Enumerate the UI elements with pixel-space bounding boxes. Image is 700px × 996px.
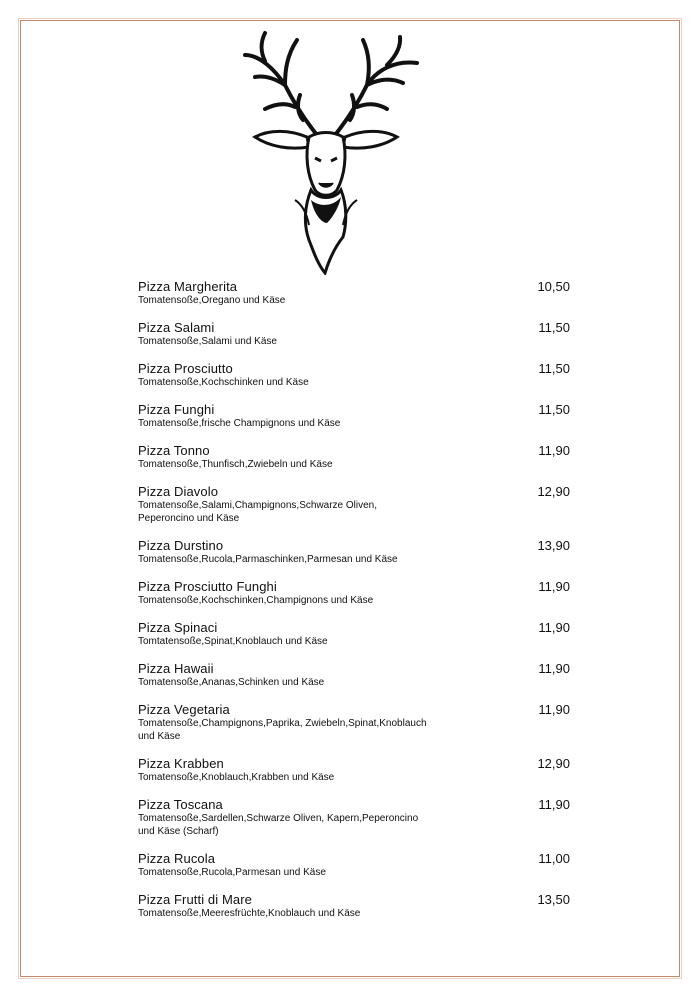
menu-item-description: Tomatensoße,frische Champignons und Käse [138,418,341,429]
menu-item-price: 13,90 [537,538,570,553]
menu-item-name: Pizza Diavolo [138,484,219,499]
menu-item [138,280,578,307]
menu-item-name: Pizza Rucola [138,851,216,866]
menu-item-price: 11,90 [538,797,570,812]
menu-item-price: 11,50 [538,402,570,417]
menu-item [138,362,578,389]
menu-item [138,321,578,348]
menu-item [138,757,578,784]
menu-item-price: 11,50 [538,361,570,376]
menu-item [138,403,578,430]
menu-item-description: Tomatensoße,Kochschinken und Käse [138,377,309,388]
stag-head-icon [225,25,425,275]
menu-item-name: Pizza Margherita [138,279,238,294]
menu-item-price: 11,90 [538,620,570,635]
menu-item [138,621,578,648]
menu-item-description: Tomtatensoße,Spinat,Knoblauch und Käse [138,636,328,647]
menu-item [138,444,578,471]
menu-item-name: Pizza Vegetaria [138,702,230,717]
menu-item [138,703,578,743]
menu-item-description: Tomatensoße,Rucola,Parmaschinken,Parmesan und Käse [138,554,398,565]
menu-item-name: Pizza Funghi [138,402,215,417]
menu-item-description: Tomatensoße,Kochschinken,Champignons und Käse [138,595,374,606]
menu-item-price: 11,90 [538,661,570,676]
menu-item-description: Tomatensoße,Rucola,Parmesan und Käse [138,867,326,878]
menu-item-name: Pizza Hawaii [138,661,214,676]
menu-item-description: Tomatensoße,Oregano und Käse [138,295,286,306]
menu-item-price: 11,90 [538,443,570,458]
menu-item-description: Tomatensoße,Thunfisch,Zwiebeln und Käse [138,459,333,470]
menu-item-price: 12,90 [537,484,570,499]
menu-item-description: Tomatensoße,Champignons,Paprika, Zwiebeln,Spinat,Knoblauch und Käse [138,718,427,742]
menu-item-name: Pizza Spinaci [138,620,218,635]
menu-item-name: Pizza Prosciutto [138,361,233,376]
menu-item-price: 10,50 [537,279,570,294]
menu-item [138,852,578,879]
menu-item [138,580,578,607]
menu-item-name: Pizza Durstino [138,538,224,553]
menu-item-name: Pizza Tonno [138,443,210,458]
menu-item-description: Tomatensoße,Salami,Champignons,Schwarze Oliven, Peperoncino und Käse [138,500,377,524]
menu-item-price: 11,00 [538,851,570,866]
menu-item [138,798,578,838]
menu-item-description: Tomatensoße,Knoblauch,Krabben und Käse [138,772,335,783]
menu-item-name: Pizza Krabben [138,756,224,771]
menu-item [138,485,578,525]
menu-item-description: Tomatensoße,Ananas,Schinken und Käse [138,677,325,688]
menu-item-price: 12,90 [537,756,570,771]
menu-item-description: Tomatensoße,Salami und Käse [138,336,277,347]
menu-item-name: Pizza Toscana [138,797,223,812]
menu-item-price: 11,50 [538,320,570,335]
pizza-menu [138,280,578,934]
menu-item-name: Pizza Frutti di Mare [138,892,252,907]
menu-item [138,893,578,920]
menu-item-price: 11,90 [538,702,570,717]
menu-item-description: Tomatensoße,Sardellen,Schwarze Oliven, Kapern,Peperoncino und Käse (Scharf) [138,813,419,837]
menu-item-price: 11,90 [538,579,570,594]
menu-item-name: Pizza Salami [138,320,215,335]
menu-item-price: 13,50 [537,892,570,907]
menu-item-name: Pizza Prosciutto Funghi [138,579,277,594]
menu-item [138,539,578,566]
menu-item-description: Tomatensoße,Meeresfrüchte,Knoblauch und Käse [138,908,361,919]
menu-item [138,662,578,689]
